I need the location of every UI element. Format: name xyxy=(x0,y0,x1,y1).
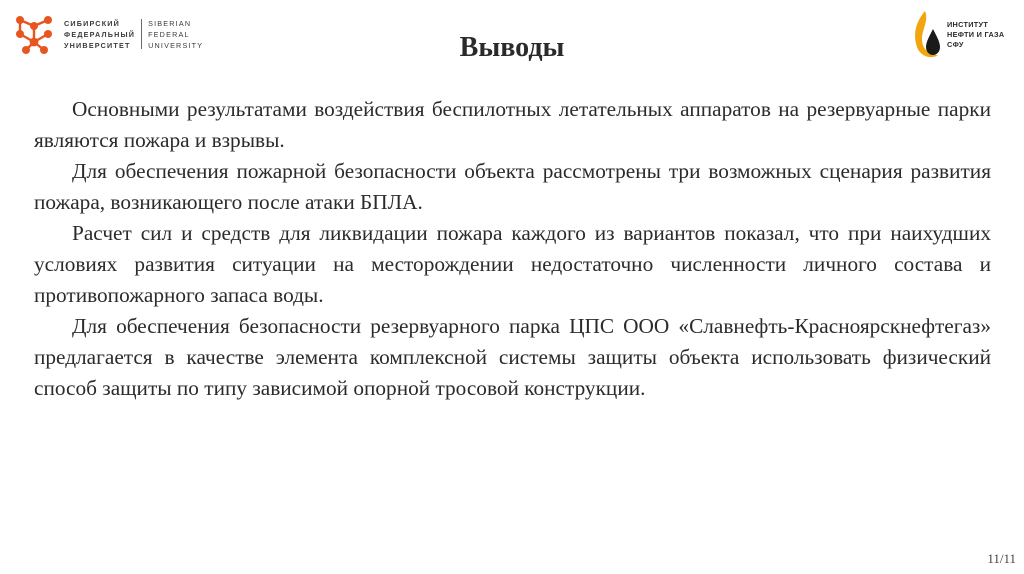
sfu-en-line: SIBERIAN xyxy=(148,18,192,28)
sfu-ru-line: УНИВЕРСИТЕТ xyxy=(64,40,131,50)
institute-line: СФУ xyxy=(947,40,964,49)
institute-line: НЕФТИ И ГАЗА xyxy=(947,30,1005,39)
slide-body xyxy=(34,94,991,404)
page-number: 11/11 xyxy=(987,551,1016,566)
slide-title: Выводы xyxy=(459,32,565,63)
body-paragraph: Для обеспечения пожарной безопасности объекта рассмотрены три возможных сценария развития пожара, возникающего после атаки БПЛА. xyxy=(34,159,991,214)
body-paragraph: Для обеспечения безопасности резервуарного парка ЦПС ООО «Славнефть-Красноярскнефтегаз» предлагается в качестве элемента комплексной системы защиты объекта использовать физический способ защиты по типу зависимой опорной тросовой конструкции. xyxy=(34,314,991,400)
sfu-ru-line: СИБИРСКИЙ xyxy=(64,18,121,28)
body-paragraph: Основными результатами воздействия беспилотных летательных аппаратов на резервуарные парки являются пожара и взрывы. xyxy=(34,97,991,152)
body-paragraph: Расчет сил и средств для ликвидации пожара каждого из вариантов показал, что при наихудших условиях развития ситуации на месторождении недостаточно численности личного состава и противопожарного запаса воды. xyxy=(34,221,991,307)
sfu-en-line: FEDERAL xyxy=(148,29,190,39)
sfu-ru-line: ФЕДЕРАЛЬНЫЙ xyxy=(64,29,136,39)
institute-line: ИНСТИТУТ xyxy=(947,20,989,29)
sfu-en-line: UNIVERSITY xyxy=(148,40,204,50)
